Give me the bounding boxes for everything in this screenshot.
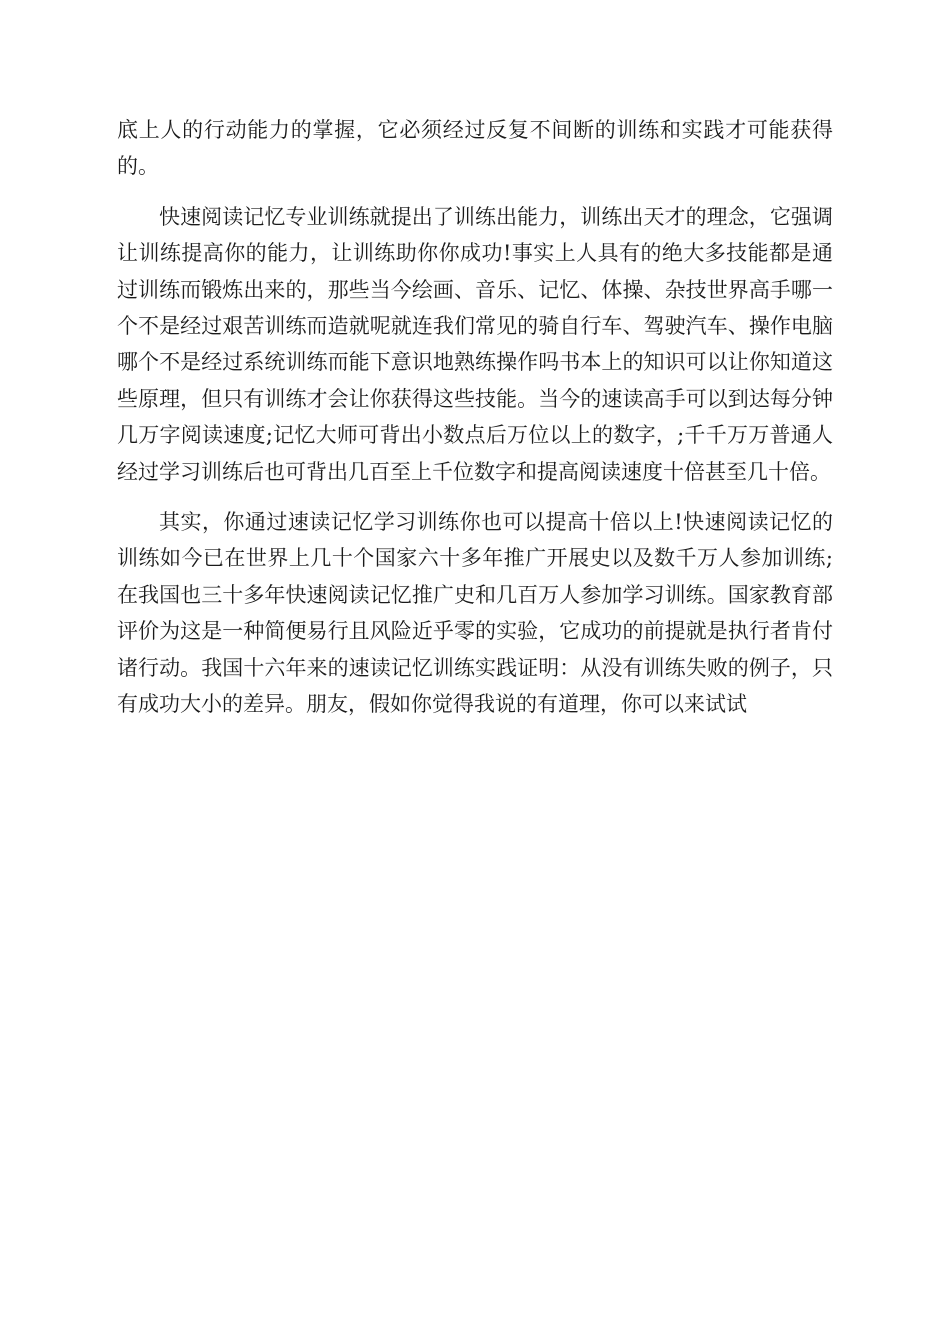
document-body [117,112,833,723]
paragraph-3: 其实，你通过速读记忆学习训练你也可以提高十倍以上!快速阅读记忆的训练如今已在世界上几十个国家六十多年推广开展史以及数千万人参加训练;在我国也三十多年快速阅读记忆推广史和几百万人参加学习训练。国家教育部评价为这是一种简便易行且风险近乎零的实验，它成功的前提就是执行者肯付诸行动。我国十六年来的速读记忆训练实践证明：从没有训练失败的例子，只有成功大小的差异。朋友，假如你觉得我说的有道理，你可以来试试 [117,510,833,717]
paragraph-1: 底上人的行动能力的掌握，它必须经过反复不间断的训练和实践才可能获得的。 [117,118,833,179]
paragraph-2: 快速阅读记忆专业训练就提出了训练出能力，训练出天才的理念，它强调让训练提高你的能力，让训练助你你成功!事实上人具有的绝大多技能都是通过训练而锻炼出来的，那些当今绘画、音乐、记忆、体操、杂技世界高手哪一个不是经过艰苦训练而造就呢就连我们常见的骑自行车、驾驶汽车、操作电脑哪个不是经过系统训练而能下意识地熟练操作吗书本上的知识可以让你知道这些原理，但只有训练才会让你获得这些技能。当今的速读高手可以到达每分钟几万字阅读速度;记忆大师可背出小数点后万位以上的数字，;千千万万普通人经过学习训练后也可背出几百至上千位数字和提高阅读速度十倍甚至几十倍。 [117,204,833,484]
